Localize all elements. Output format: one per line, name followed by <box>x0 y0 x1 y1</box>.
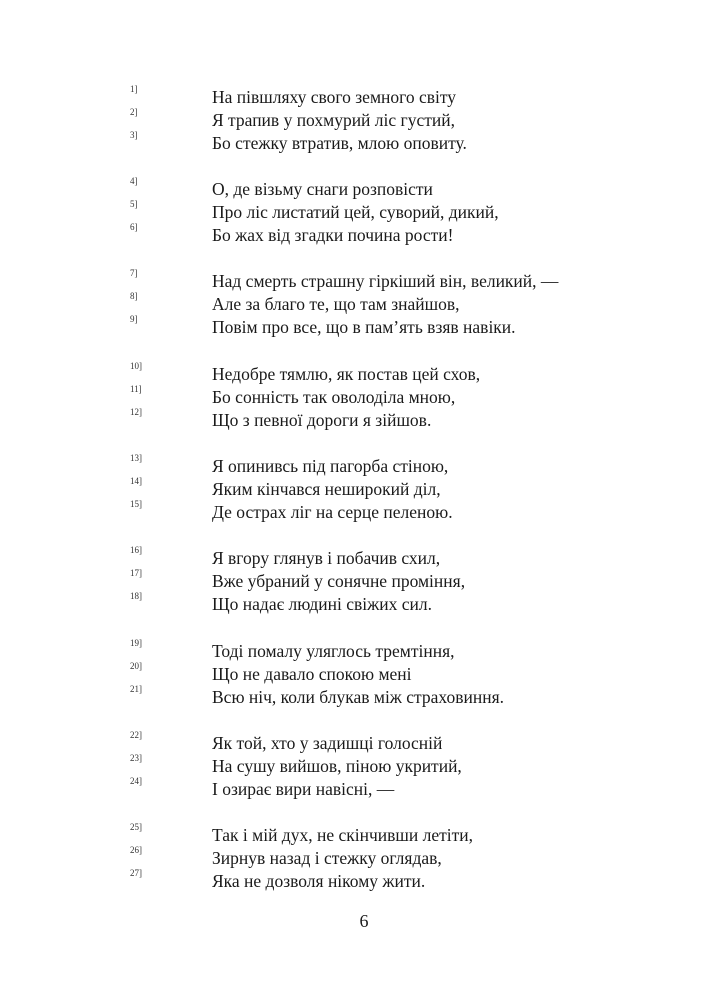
poem-line-4 <box>0 176 728 200</box>
line-text: Як той, хто у задишці голосній <box>212 733 443 753</box>
line-number: 13] <box>130 453 142 463</box>
line-number: 26] <box>130 845 142 855</box>
poem-line-16 <box>0 545 728 569</box>
line-number: 24] <box>130 776 142 786</box>
line-number: 27] <box>130 868 142 878</box>
line-text: Всю ніч, коли блукав між страховиння. <box>212 687 505 707</box>
poem-line-13 <box>0 453 728 477</box>
line-number: 25] <box>130 822 142 832</box>
poem-line-10 <box>0 361 728 385</box>
line-number: 7] <box>130 268 138 278</box>
line-number: 17] <box>130 568 142 578</box>
poem-line-5 <box>0 199 728 223</box>
line-text: На півшляху свого земного світу <box>212 87 457 107</box>
line-text: Яка не дозволя нікому жити. <box>212 871 426 891</box>
poem-line-8 <box>0 291 728 315</box>
poem-line-11 <box>0 384 728 408</box>
line-number: 1] <box>130 84 138 94</box>
poem-line-23 <box>0 753 728 777</box>
poem-line-20 <box>0 661 728 685</box>
line-number: 11] <box>130 384 142 394</box>
poem-line-24 <box>0 776 728 800</box>
poem-line-15 <box>0 499 728 523</box>
poem-line-18 <box>0 591 728 615</box>
line-number: 12] <box>130 407 142 417</box>
line-text: Про ліс листатий цей, суворий, дикий, <box>212 202 499 222</box>
line-text: Яким кінчався неширокий діл, <box>212 479 441 499</box>
line-text: Я опинивсь під пагорба стіною, <box>212 456 449 476</box>
poem-line-27 <box>0 868 728 892</box>
poem-line-26 <box>0 845 728 869</box>
line-text: Бо стежку втратив, млою оповиту. <box>212 133 467 153</box>
line-text: Бо жах від згадки починa рости! <box>212 225 454 245</box>
line-text: Я трапив у похмурий ліс густий, <box>212 110 455 130</box>
line-number: 4] <box>130 176 138 186</box>
line-number: 18] <box>130 591 142 601</box>
line-text: Повім про все, що в пам’ять взяв навіки. <box>212 317 516 337</box>
poem-line-7 <box>0 268 728 292</box>
line-text: І озирає вири навісні, — <box>212 779 395 799</box>
poem-line-21 <box>0 684 728 708</box>
line-number: 8] <box>130 291 138 301</box>
poem-line-1 <box>0 84 728 108</box>
line-text: Що не давало спокою мені <box>212 664 412 684</box>
line-number: 19] <box>130 638 142 648</box>
line-number: 20] <box>130 661 142 671</box>
poem-line-9 <box>0 314 728 338</box>
poem-line-17 <box>0 568 728 592</box>
line-text: Недобре тямлю, як постав цей схов, <box>212 364 481 384</box>
poem-line-2 <box>0 107 728 131</box>
line-text: Але за благо те, що там знайшов, <box>212 294 460 314</box>
poem-line-3 <box>0 130 728 154</box>
line-text: Так і мій дух, не скінчивши летіти, <box>212 825 474 845</box>
line-text: Де острах ліг на серце пеленою. <box>212 502 453 522</box>
line-number: 14] <box>130 476 142 486</box>
line-number: 22] <box>130 730 142 740</box>
line-number: 6] <box>130 222 138 232</box>
line-text: Над смерть страшну гіркіший він, великий, — <box>212 271 559 291</box>
line-text: Вже убраний у сонячне проміння, <box>212 571 466 591</box>
line-text: Я вгору глянув і побачив схил, <box>212 548 441 568</box>
line-number: 9] <box>130 314 138 324</box>
poem-line-14 <box>0 476 728 500</box>
line-text: Що надає людині свіжих сил. <box>212 594 432 614</box>
line-text: Бо сонність так оволоділа мною, <box>212 387 456 407</box>
line-number: 23] <box>130 753 142 763</box>
line-number: 5] <box>130 199 138 209</box>
poem-line-25 <box>0 822 728 846</box>
poem-line-12 <box>0 407 728 431</box>
line-number: 15] <box>130 499 142 509</box>
line-number: 2] <box>130 107 138 117</box>
line-number: 3] <box>130 130 138 140</box>
line-text: Тоді помалу уляглось тремтіння, <box>212 641 455 661</box>
line-text: О, де візьму снаги розповісти <box>212 179 433 199</box>
line-number: 21] <box>130 684 142 694</box>
line-number: 10] <box>130 361 142 371</box>
page-number: 6 <box>359 911 369 931</box>
line-number: 16] <box>130 545 142 555</box>
line-text: Зирнув назад і стежку оглядав, <box>212 848 442 868</box>
poem-line-19 <box>0 638 728 662</box>
line-text: Що з певної дороги я зійшов. <box>212 410 432 430</box>
line-text: На сушу вийшов, піною укритий, <box>212 756 462 776</box>
poem-line-22 <box>0 730 728 754</box>
poem-line-6 <box>0 222 728 246</box>
